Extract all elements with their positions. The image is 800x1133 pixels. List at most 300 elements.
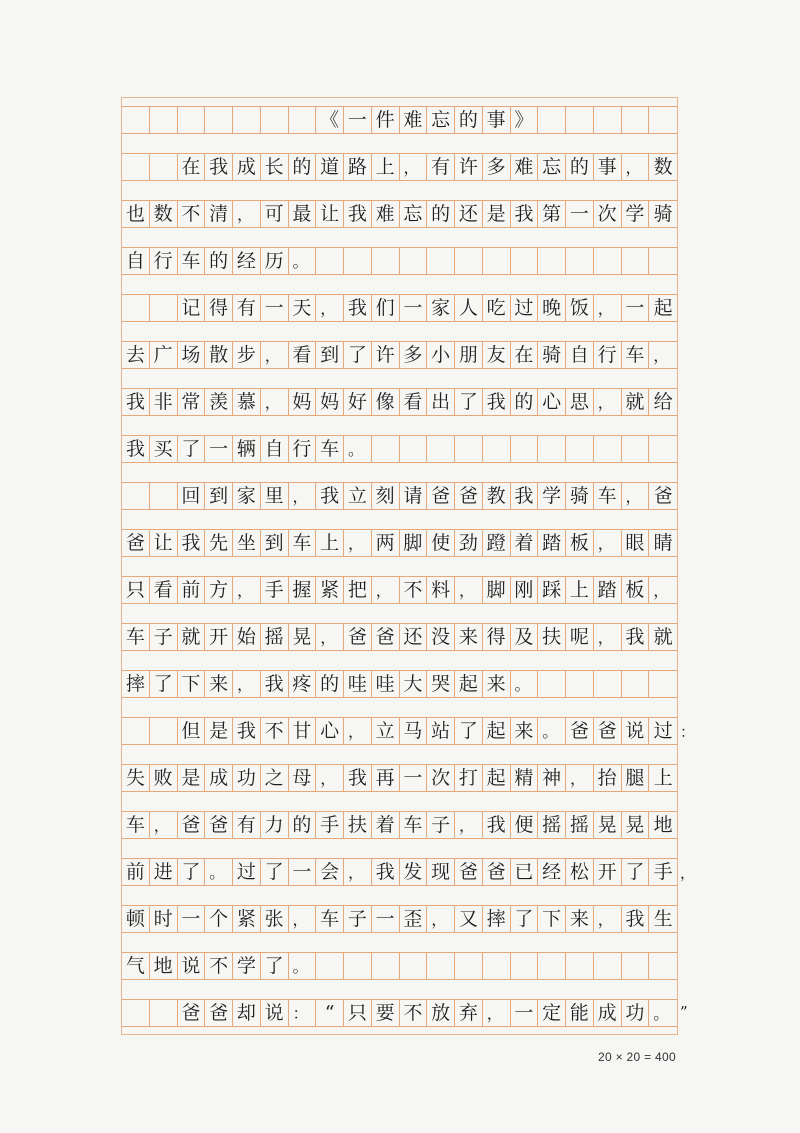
- grid-cell-char: 车: [316, 906, 344, 932]
- grid-cell-char: 爸: [372, 624, 400, 650]
- grid-cell-char: 记: [178, 295, 206, 321]
- grid-cell-char: 摇: [566, 812, 594, 838]
- grid-cell-char: 天: [289, 295, 317, 321]
- grid-cell-empty: [150, 295, 178, 321]
- grid-cell-char: 请: [400, 483, 428, 509]
- grid-cell-char: 先: [205, 530, 233, 556]
- grid-cell-char: 一: [344, 107, 372, 133]
- grid-cell-char: 让: [316, 201, 344, 227]
- grid-cell-char: 只: [122, 577, 150, 603]
- grid-cell-char: 方: [205, 577, 233, 603]
- grid-cell-char: 生: [653, 907, 673, 930]
- grid-cell-char: 爸: [594, 718, 622, 744]
- grid-cell-char: 爸: [483, 859, 511, 885]
- grid-cell-char: 成: [233, 154, 261, 180]
- grid-cell-char: 腿: [622, 765, 650, 791]
- grid-cell-empty: [566, 953, 594, 979]
- grid-cell-char: 失: [122, 765, 150, 791]
- grid-cell-char: 我: [511, 201, 539, 227]
- grid-cell-char: 教: [483, 483, 511, 509]
- grid-cell-char: 我: [344, 295, 372, 321]
- grid-cell-empty: [455, 248, 483, 274]
- grid-cell-char: 始: [233, 624, 261, 650]
- grid-cell-char: 场: [178, 342, 206, 368]
- grid-cell-empty: [566, 436, 594, 462]
- grid-cell-char: 晚: [538, 295, 566, 321]
- grid-cell-char: 忘: [400, 201, 428, 227]
- grid-cell-char: 心: [316, 718, 344, 744]
- grid-cell-char: 刻: [372, 483, 400, 509]
- grid-cell-char: 看: [150, 577, 178, 603]
- grid-cell-char: 妈: [316, 389, 344, 415]
- grid-row: [122, 623, 677, 651]
- grid-cell-char: 骑: [653, 202, 673, 225]
- grid-cell-char: 友: [483, 342, 511, 368]
- grid-cell-empty: [594, 107, 622, 133]
- grid-cell-char: 买: [150, 436, 178, 462]
- grid-cell-char: 行: [150, 248, 178, 274]
- grid-cell-char: 上: [653, 766, 673, 789]
- grid-cell-char: 。: [538, 718, 566, 744]
- grid-cell-char: 来: [205, 671, 233, 697]
- grid-cell-char: 经: [233, 248, 261, 274]
- grid-cell-char: 歪: [400, 906, 428, 932]
- margin-punctuation: ：: [680, 723, 696, 741]
- grid-cell-empty: [372, 248, 400, 274]
- grid-cell-char: 了: [455, 718, 483, 744]
- grid-cell-char: 我: [483, 389, 511, 415]
- grid-cell-empty: [122, 1000, 150, 1026]
- grid-cell-char: 过: [653, 719, 673, 742]
- grid-cell-char: 家: [233, 483, 261, 509]
- grid-cell-char: 手: [261, 577, 289, 603]
- grid-cell-char: 地: [150, 953, 178, 979]
- grid-cell-char: 脚: [400, 530, 428, 556]
- grid-cell-char: 思: [566, 389, 594, 415]
- grid-cell-char: 数: [653, 155, 673, 178]
- grid-cell-char: 下: [178, 671, 206, 697]
- grid-cell-empty: [622, 671, 650, 697]
- grid-cell-char: 使: [427, 530, 455, 556]
- grid-cell-char: 踏: [594, 577, 622, 603]
- grid-cell-empty: [400, 436, 428, 462]
- title-row: [122, 106, 677, 134]
- grid-cell-char: 了: [622, 859, 650, 885]
- grid-cell-char: 我: [261, 671, 289, 697]
- grid-cell-char: ，: [233, 671, 261, 697]
- grid-cell-char: 历: [261, 248, 289, 274]
- grid-row: [122, 811, 677, 839]
- grid-cell-char: ，: [261, 342, 289, 368]
- grid-cell-char: 立: [344, 483, 372, 509]
- grid-cell-char: 的: [289, 812, 317, 838]
- grid-cell-char: 学: [233, 953, 261, 979]
- grid-cell-char: ，: [594, 906, 622, 932]
- grid-cell-char: ，: [289, 483, 317, 509]
- grid-cell-char: 车: [622, 342, 650, 368]
- grid-cell-char: 摇: [538, 812, 566, 838]
- grid-cell-char: 自: [122, 248, 150, 274]
- grid-cell-char: 许: [372, 342, 400, 368]
- grid-cell-char: 子: [150, 624, 178, 650]
- grid-cell-char: 开: [205, 624, 233, 650]
- grid-cell-char: 不: [261, 718, 289, 744]
- grid-cell-char: 力: [261, 812, 289, 838]
- grid-cell-char: 就: [178, 624, 206, 650]
- grid-cell-char: 散: [205, 342, 233, 368]
- grid-cell-char: 们: [372, 295, 400, 321]
- grid-cell-char: 的: [566, 154, 594, 180]
- grid-cell-char: 踩: [538, 577, 566, 603]
- grid-row: [122, 952, 677, 980]
- grid-cell-empty: [400, 248, 428, 274]
- grid-cell-char: 神: [538, 765, 566, 791]
- grid-cell-char: 只: [344, 1000, 372, 1026]
- grid-cell-char: 次: [427, 765, 455, 791]
- grid-cell-empty: [622, 248, 650, 274]
- grid-cell-empty: [566, 107, 594, 133]
- grid-cell-char: 忘: [538, 154, 566, 180]
- grid-cell-char: 精: [511, 765, 539, 791]
- grid-cell-empty: [538, 248, 566, 274]
- grid-cell-char: 甘: [289, 718, 317, 744]
- grid-cell-char: 了: [178, 436, 206, 462]
- grid-cell-char: 来: [455, 624, 483, 650]
- grid-cell-char: 来: [511, 718, 539, 744]
- grid-cell-char: 已: [511, 859, 539, 885]
- manuscript-grid-sheet: [121, 97, 696, 1035]
- grid-cell-char: 个: [205, 906, 233, 932]
- grid-cell-char: 车: [400, 812, 428, 838]
- grid-cell-char: 张: [261, 906, 289, 932]
- grid-cell-char: 成: [594, 1000, 622, 1026]
- grid-cell-empty: [122, 718, 150, 744]
- grid-cell-char: 车: [289, 530, 317, 556]
- grid-cell-char: 眼: [622, 530, 650, 556]
- grid-cell-char: 地: [653, 813, 673, 836]
- grid-cell-char: 还: [400, 624, 428, 650]
- grid-cell-char: 还: [455, 201, 483, 227]
- grid-cell-char: 睛: [653, 531, 673, 554]
- grid-cell-char: 败: [150, 765, 178, 791]
- grid-cell-char: 得: [205, 295, 233, 321]
- grid-cell-char: 时: [150, 906, 178, 932]
- grid-cell-char: 我: [122, 436, 150, 462]
- grid-cell-char: 广: [150, 342, 178, 368]
- grid-cell-char: 回: [178, 483, 206, 509]
- grid-cell-char: 行: [594, 342, 622, 368]
- grid-cell-char: 站: [427, 718, 455, 744]
- grid-cell-empty: [205, 107, 233, 133]
- grid-cell-char: 料: [427, 577, 455, 603]
- grid-cell-char: 爸: [653, 484, 673, 507]
- grid-cell-char: 行: [289, 436, 317, 462]
- grid-cell-char: 有: [427, 154, 455, 180]
- grid-cell-char: 忘: [427, 107, 455, 133]
- grid-cell-char: 了: [261, 859, 289, 885]
- grid-cell-empty: [150, 154, 178, 180]
- grid-row: [122, 529, 677, 557]
- grid-cell-char: 板: [622, 577, 650, 603]
- grid-cell-char: 饭: [566, 295, 594, 321]
- grid-cell-char: 了: [261, 953, 289, 979]
- grid-cell-char: 马: [400, 718, 428, 744]
- grid-cell-char: 。: [289, 248, 317, 274]
- grid-cell-char: 一: [261, 295, 289, 321]
- grid-cell-char: 爸: [205, 1000, 233, 1026]
- grid-cell-char: 一: [372, 906, 400, 932]
- grid-cell-char: 难: [400, 107, 428, 133]
- grid-cell-char: 到: [316, 342, 344, 368]
- grid-cell-char: 摔: [483, 906, 511, 932]
- grid-cell-char: 给: [653, 390, 673, 413]
- grid-cell-char: 现: [427, 859, 455, 885]
- grid-cell-empty: [483, 436, 511, 462]
- grid-cell-char: ，: [594, 295, 622, 321]
- grid-cell-char: 大: [400, 671, 428, 697]
- grid-cell-char: 有: [233, 812, 261, 838]
- grid-cell-char: 过: [511, 295, 539, 321]
- grid-cell-char: 。: [205, 859, 233, 885]
- grid-cell-char: 了: [344, 342, 372, 368]
- grid-cell-char: 在: [178, 154, 206, 180]
- grid-cell-char: 出: [427, 389, 455, 415]
- grid-cell-char: 子: [427, 812, 455, 838]
- grid-cell-char: 上: [372, 154, 400, 180]
- grid-cell-char: 像: [372, 389, 400, 415]
- grid-cell-char: 之: [261, 765, 289, 791]
- grid-cell-char: 看: [400, 389, 428, 415]
- grid-cell-char: 里: [261, 483, 289, 509]
- grid-cell-char: 了: [150, 671, 178, 697]
- grid-cell-empty: [316, 248, 344, 274]
- grid-cell-empty: [122, 295, 150, 321]
- grid-row: [122, 858, 677, 886]
- grid-cell-empty: [511, 953, 539, 979]
- grid-cell-char: ，: [483, 1000, 511, 1026]
- grid-cell-char: 来: [566, 906, 594, 932]
- grid-cell-char: 却: [233, 1000, 261, 1026]
- grid-cell-char: 《: [316, 107, 344, 133]
- grid-cell-char: 的: [289, 154, 317, 180]
- grid-cell-char: 吃: [483, 295, 511, 321]
- grid-cell-char: 下: [538, 906, 566, 932]
- grid-cell-char: 一: [511, 1000, 539, 1026]
- grid-cell-char: 不: [400, 577, 428, 603]
- grid-cell-char: 说: [261, 1000, 289, 1026]
- grid-cell-char: 第: [538, 201, 566, 227]
- grid-cell-empty: [344, 953, 372, 979]
- grid-cell-char: 哇: [372, 671, 400, 697]
- grid-cell-char: ，: [233, 577, 261, 603]
- grid-cell-char: ，: [400, 154, 428, 180]
- grid-cell-char: 手: [653, 860, 673, 883]
- grid-cell-char: ，: [622, 483, 650, 509]
- grid-cell-char: 车: [594, 483, 622, 509]
- grid-cell-char: 学: [622, 201, 650, 227]
- grid-cell-char: 上: [566, 577, 594, 603]
- grid-cell-char: 爸: [427, 483, 455, 509]
- grid-cell-empty: [316, 953, 344, 979]
- grid-cell-char: 开: [594, 859, 622, 885]
- grid-cell-empty: [178, 107, 206, 133]
- grid-cell-char: 说: [178, 953, 206, 979]
- grid-cell-char: 手: [316, 812, 344, 838]
- grid-cell-empty: [150, 483, 178, 509]
- grid-cell-char: 我: [372, 859, 400, 885]
- grid-cell-char: 是: [205, 718, 233, 744]
- grid-cell-char: 呢: [566, 624, 594, 650]
- grid-cell-char: 我: [178, 530, 206, 556]
- grid-cell-char: 我: [622, 906, 650, 932]
- grid-cell-char: 。: [511, 671, 539, 697]
- grid-cell-empty: [122, 483, 150, 509]
- grid-cell-char: 气: [122, 953, 150, 979]
- grid-cell-char: 摔: [122, 671, 150, 697]
- grid-cell-char: ，: [594, 389, 622, 415]
- grid-cell-char: 就: [622, 389, 650, 415]
- grid-cell-char: 朋: [455, 342, 483, 368]
- grid-cell-empty: [649, 671, 677, 697]
- grid-cell-char: 难: [511, 154, 539, 180]
- grid-cell-char: 到: [261, 530, 289, 556]
- grid-cell-char: 非: [150, 389, 178, 415]
- grid-cell-char: 起: [653, 296, 673, 319]
- grid-cell-char: 刚: [511, 577, 539, 603]
- grid-cell-char: 家: [427, 295, 455, 321]
- grid-cell-char: 放: [427, 1000, 455, 1026]
- grid-cell-char: 路: [344, 154, 372, 180]
- grid-cell-char: 母: [289, 765, 317, 791]
- grid-cell-char: 两: [372, 530, 400, 556]
- grid-cell-empty: [344, 248, 372, 274]
- grid-cell-char: 慕: [233, 389, 261, 415]
- grid-cell-char: 我: [316, 483, 344, 509]
- grid-cell-char: 是: [178, 765, 206, 791]
- grid-cell-char: 好: [344, 389, 372, 415]
- grid-cell-empty: [150, 1000, 178, 1026]
- grid-cell-char: 车: [122, 812, 150, 838]
- grid-cell-char: 功: [233, 765, 261, 791]
- grid-cell-char: ，: [427, 906, 455, 932]
- grid-cell-empty: [566, 671, 594, 697]
- grid-cell-char: 长: [261, 154, 289, 180]
- grid-cell-char: ，: [566, 765, 594, 791]
- grid-cell-char: 起: [483, 765, 511, 791]
- grid-cell-char: 会: [316, 859, 344, 885]
- grid-cell-char: 定: [538, 1000, 566, 1026]
- grid-row: [122, 435, 677, 463]
- grid-cell-char: ，: [316, 295, 344, 321]
- grid-row: [122, 153, 677, 181]
- grid-cell-char: 把: [344, 577, 372, 603]
- grid-row: [122, 764, 677, 792]
- grid-cell-empty: [594, 671, 622, 697]
- grid-cell-char: 要: [372, 1000, 400, 1026]
- grid-cell-char: 车: [316, 436, 344, 462]
- grid-cell-char: 多: [400, 342, 428, 368]
- grid-cell-char: ，: [622, 154, 650, 180]
- grid-cell-char: 有: [233, 295, 261, 321]
- grid-cell-char: 一: [400, 765, 428, 791]
- grid-cell-empty: [511, 248, 539, 274]
- grid-row: [122, 341, 677, 369]
- grid-cell-empty: [511, 436, 539, 462]
- grid-cell-empty: [594, 248, 622, 274]
- grid-cell-char: 事: [594, 154, 622, 180]
- grid-cell-char: 起: [455, 671, 483, 697]
- grid-cell-char: 难: [372, 201, 400, 227]
- grid-cell-char: 辆: [233, 436, 261, 462]
- grid-cell-char: 爸: [122, 530, 150, 556]
- grid-cell-char: 道: [316, 154, 344, 180]
- grid-cell-empty: [483, 953, 511, 979]
- grid-cell-char: 能: [566, 1000, 594, 1026]
- grid-cell-char: 我: [122, 389, 150, 415]
- grid-cell-char: 爸: [344, 624, 372, 650]
- grid-cell-char: 也: [122, 201, 150, 227]
- grid-cell-char: 坐: [233, 530, 261, 556]
- grid-cell-char: 扶: [538, 624, 566, 650]
- grid-cell-char: 可: [261, 201, 289, 227]
- grid-cell-char: 板: [566, 530, 594, 556]
- grid-cell-empty: [400, 953, 428, 979]
- grid-cell-char: 步: [233, 342, 261, 368]
- grid-cell-char: 的: [455, 107, 483, 133]
- grid-cell-char: 人: [455, 295, 483, 321]
- grid-cell-char: 进: [150, 859, 178, 885]
- grid-cell-char: 来: [483, 671, 511, 697]
- grid-cell-char: 自: [566, 342, 594, 368]
- grid-cell-empty: [150, 107, 178, 133]
- grid-cell-empty: [538, 953, 566, 979]
- grid-cell-empty: [427, 436, 455, 462]
- grid-cell-char: 事: [483, 107, 511, 133]
- grid-cell-char: 爸: [455, 859, 483, 885]
- grid-cell-empty: [372, 953, 400, 979]
- grid-cell-char: 蹬: [483, 530, 511, 556]
- grid-cell-empty: [566, 248, 594, 274]
- grid-cell-char: 我: [344, 765, 372, 791]
- grid-cell-empty: [427, 248, 455, 274]
- grid-cell-char: 前: [178, 577, 206, 603]
- grid-cell-empty: [594, 436, 622, 462]
- grid-cell-char: 晃: [594, 812, 622, 838]
- grid-cell-char: 子: [344, 906, 372, 932]
- grid-cell-empty: [289, 107, 317, 133]
- grid-cell-char: 前: [122, 859, 150, 885]
- grid-cell-char: 松: [566, 859, 594, 885]
- grid-cell-char: 件: [372, 107, 400, 133]
- grid-cell-char: 爸: [178, 1000, 206, 1026]
- grid-cell-char: 车: [122, 624, 150, 650]
- grid-row: [122, 388, 677, 416]
- grid-cell-char: 晃: [622, 812, 650, 838]
- grid-cell-char: 着: [372, 812, 400, 838]
- grid-cell-char: 了: [455, 389, 483, 415]
- grid-cell-char: 紧: [316, 577, 344, 603]
- grid-cell-char: ，: [150, 812, 178, 838]
- grid-cell-char: 一: [289, 859, 317, 885]
- grid-cell-char: 哭: [427, 671, 455, 697]
- grid-cell-char: 我: [344, 201, 372, 227]
- grid-cell-char: ，: [316, 624, 344, 650]
- grid-cell-char: 最: [289, 201, 317, 227]
- grid-cell-char: 常: [178, 389, 206, 415]
- grid-row: [122, 999, 677, 1027]
- grid-cell-char: 经: [538, 859, 566, 885]
- grid-cell-char: 不: [400, 1000, 428, 1026]
